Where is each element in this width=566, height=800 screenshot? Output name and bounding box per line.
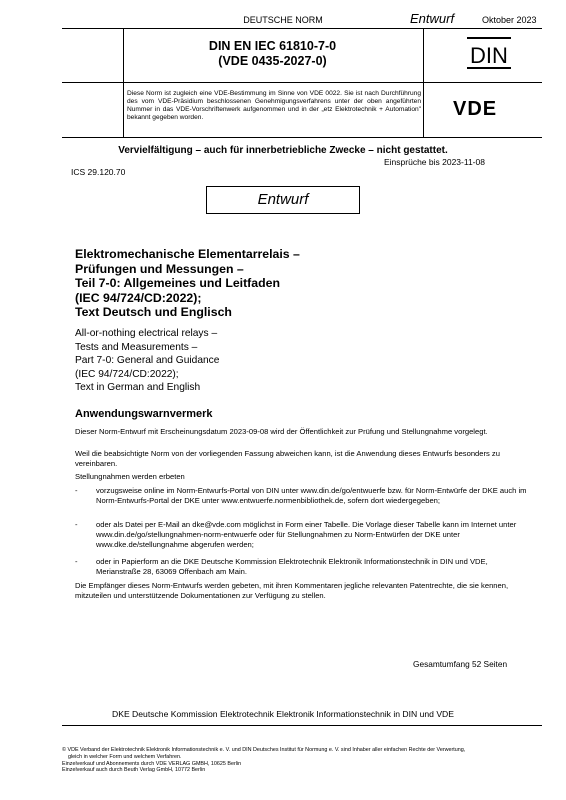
paragraph: Weil die beabsichtigte Norm von der vorliegenden Fassung abweichen kann, ist die Anwendung dieses Entwurfs besonders zu vereinbaren. xyxy=(75,449,500,468)
title-de-line: Elektromechanische Elementarrelais – xyxy=(75,247,300,261)
draft-box: Entwurf xyxy=(206,186,360,214)
title-de-line: Teil 7-0: Allgemeines und Leitfaden xyxy=(75,276,280,290)
din-logo-icon xyxy=(466,36,512,70)
draft-status: Entwurf xyxy=(410,11,455,26)
title-en-line: Tests and Measurements – xyxy=(75,341,198,353)
right-column-rule xyxy=(423,28,424,138)
title-block-divider xyxy=(62,82,542,83)
bullet-item: oder in Papierform an die DKE Deutsche Kommission Elektrotechnik Elektronik Informationstechnik in DIN und VDE, Merianstraße 28, 63069 Offenbach am Main. xyxy=(96,557,488,576)
bullet-item: oder als Datei per E-Mail an dke@vde.com möglichst in Form einer Tabelle. Die Vorlage dieser Tabelle kann im Internet unter www.din.de/go/stellungnahmen-norm-entwuerfe oder für Stellungnahmen zu Norm-Entwürfen der DKE unter www.dke.de/stellungnahme abgerufen werden; xyxy=(96,520,517,549)
vde-note: Diese Norm ist zugleich eine VDE-Bestimmung im Sinne von VDE 0022. Sie ist nach Durchführung des vom VDE-Präsidium beschlossenen Genehmigungsverfahrens unter der oben angeführten Nummer in das VDE-Vorschriftenwerk aufgenommen und in der „etz Elektrotechnik + Automation" bekannt gegeben worden. xyxy=(127,90,421,121)
norm-type: DEUTSCHE NORM xyxy=(243,15,323,25)
title-block-bottom-rule xyxy=(62,137,542,138)
bullet-dash: - xyxy=(75,520,78,529)
total-pages: Gesamtumfang 52 Seiten xyxy=(413,659,508,669)
footer-line: Einzelverkauf auch durch Beuth Verlag GmbH, 10772 Berlin xyxy=(62,767,206,774)
title-german xyxy=(75,247,395,320)
title-english xyxy=(75,327,395,395)
title-en-line: All-or-nothing electrical relays – xyxy=(75,328,218,339)
objection-deadline: Einsprüche bis 2023-11-08 xyxy=(384,157,485,167)
din-logo-text: DIN xyxy=(470,43,508,68)
paragraph: Die Empfänger dieses Norm-Entwurfs werden gebeten, mit ihren Kommentaren jegliche relevanten Patentrechte, die sie kennen, mitzuteilen und unterstützende Dokumentationen zur Verfügung zu stellen. xyxy=(75,581,509,600)
top-rule xyxy=(62,28,542,29)
footer-rule xyxy=(62,725,542,726)
standard-number: DIN EN IEC 61810-7-0 xyxy=(208,39,337,53)
footer xyxy=(62,747,562,774)
footer-line: gleich in welcher Form und welchem Verfahren. xyxy=(62,753,182,760)
footer-line: © VDE Verband der Elektrotechnik Elektronik Informationstechnik e. V. und DIN Deutsches Institut für Normung e. V. sind Inhaber aller einfachen Rechte der Verwertung, xyxy=(62,747,466,753)
title-de-line: Prüfungen und Messungen – xyxy=(75,261,244,276)
vde-number: (VDE 0435-2027-0) xyxy=(218,54,327,68)
title-en-line: Text in German and English xyxy=(75,382,201,393)
section-heading: Anwendungswarnvermerk xyxy=(75,408,213,420)
vde-logo: VDE xyxy=(453,98,498,120)
standard-number-block xyxy=(125,39,420,69)
dke-line: DKE Deutsche Kommission Elektrotechnik Elektronik Informationstechnik in DIN und VDE xyxy=(112,709,454,719)
issue-date: Oktober 2023 xyxy=(482,15,537,25)
bullet-item: vorzugsweise online im Norm-Entwurfs-Portal von DIN unter www.din.de/go/entwuerfe bzw. für Norm-Entwürfe der DKE auch im Norm-Entwurfs-Portal der DKE unter www.entwuerfe.normenbibliothek.de, sofern dort wiedergegeben; xyxy=(96,486,527,505)
left-column-rule xyxy=(123,28,124,138)
footer-line: Einzelverkauf und Abonnements durch VDE VERLAG GMBH, 10625 Berlin xyxy=(62,760,242,767)
reproduction-notice: Vervielfältigung – auch für innerbetriebliche Zwecke – nicht gestattet. xyxy=(118,145,448,156)
bullet-dash: - xyxy=(75,557,78,566)
title-en-line: Part 7-0: General and Guidance xyxy=(75,355,220,366)
ics-code: ICS 29.120.70 xyxy=(71,167,126,177)
title-en-line: (IEC 94/724/CD:2022); xyxy=(75,368,179,380)
paragraph: Stellungnahmen werden erbeten xyxy=(75,472,185,481)
paragraph: Dieser Norm-Entwurf mit Erscheinungsdatum 2023-09-08 wird der Öffentlichkeit zur Prüfung und Stellungnahme vorgelegt. xyxy=(75,427,488,436)
title-de-line: (IEC 94/724/CD:2022); xyxy=(75,290,202,305)
bullet-dash: - xyxy=(75,486,78,495)
title-de-line: Text Deutsch und Englisch xyxy=(75,305,232,319)
